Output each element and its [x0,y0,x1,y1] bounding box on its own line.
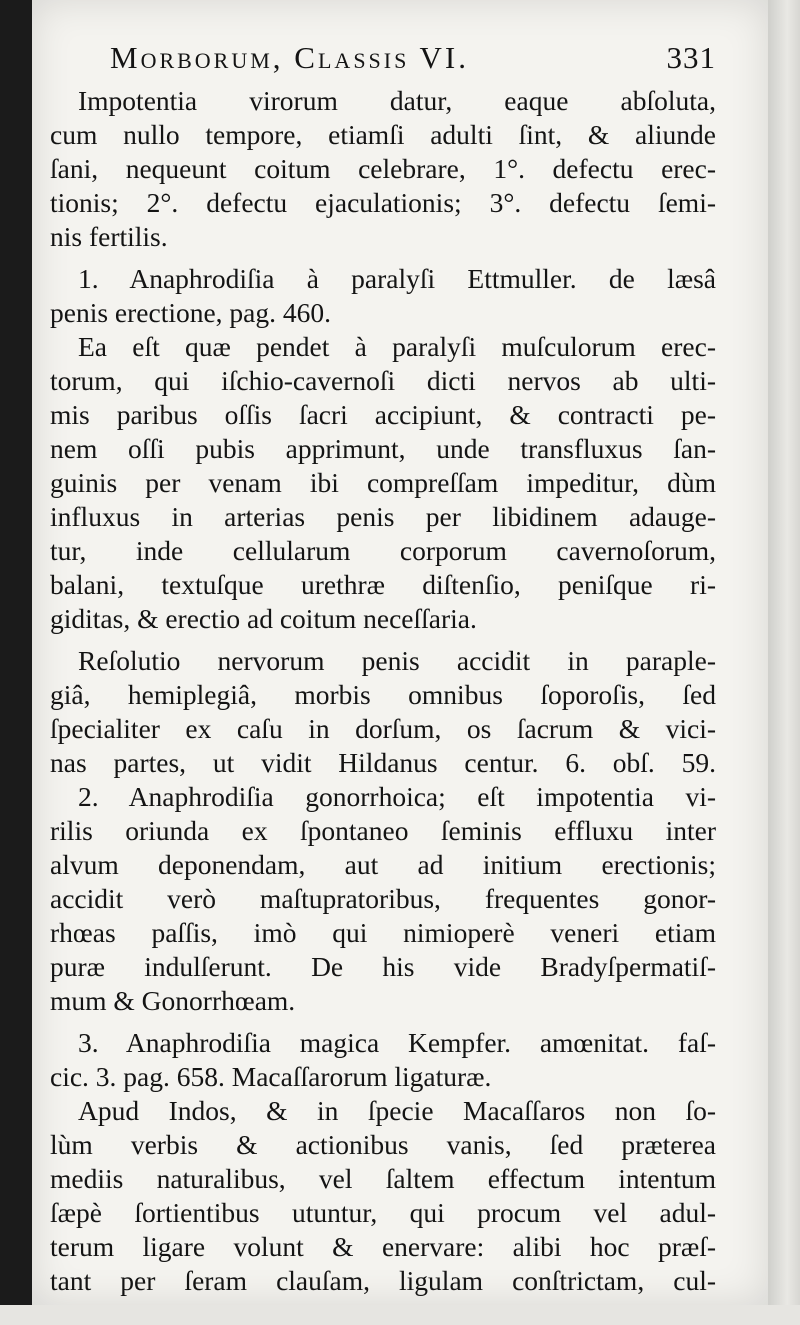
text-line: balani, textuſque urethræ diſtenſio, peniſque ri- [50,569,716,600]
text-line: giâ, hemiplegiâ, morbis omnibus ſoporoſis, ſed [50,679,716,710]
text-line: Ea eſt quæ pendet à paralyſi muſculorum erec- [78,331,716,362]
page-text [50,40,716,1298]
text-line: giditas, & erectio ad coitum neceſſaria. [50,603,477,634]
text-line: ſani, nequeunt coitum celebrare, 1°. defectu erec- [50,153,716,184]
text-line: puræ indulſerunt. De his vide Bradyſpermatiſ- [50,951,716,982]
text-line: influxus in arterias penis per libidinem adauge- [50,501,716,532]
text-line: nis fertilis. [50,221,168,252]
text-line: 2. Anaphrodiſia gonorrhoica; eſt impotentia vi- [78,781,716,812]
text-line: tant per ſeram clauſam, ligulam conſtrictam, cul- [50,1265,716,1296]
text-line: guinis per venam ibi compreſſam impeditur, dùm [50,467,716,498]
page-number: 331 [666,40,716,75]
text-line: ſæpè ſortientibus utuntur, qui procum vel adul- [50,1197,716,1228]
text-line: penis erectione, pag. 460. [50,297,332,328]
text-line: mum & Gonorrhœam. [50,985,296,1016]
text-line: rilis oriunda ex ſpontaneo ſeminis effluxu inter [50,815,716,846]
text-line: Reſolutio nervorum penis accidit in paraple- [78,645,716,676]
text-line: nas partes, ut vidit Hildanus centur. 6. obſ. 59. [50,747,716,778]
paragraph-gap [50,254,716,262]
text-line: terum ligare volunt & enervare: alibi hoc præſ- [50,1231,716,1262]
running-title: Morborum, Classis VI. [110,40,469,75]
text-line: 3. Anaphrodiſia magica Kempfer. amœnitat. faſ- [78,1027,716,1058]
text-line: nem oſſi pubis apprimunt, unde transfluxus ſan- [50,433,716,464]
body-text [50,84,716,1298]
text-line: torum, qui iſchio-cavernoſi dicti nervos ab ulti- [50,365,716,396]
text-line: cum nullo tempore, etiamſi adulti ſint, & aliunde [50,119,716,150]
text-line: rhœas paſſis, imò qui nimioperè veneri etiam [50,917,716,948]
text-line: cic. 3. pag. 658. Macaſſarorum ligaturæ. [50,1061,492,1092]
text-line: ſpecialiter ex caſu in dorſum, os ſacrum & vici- [50,713,716,744]
text-line: 1. Anaphrodiſia à paralyſi Ettmuller. de læsâ [78,263,716,294]
paragraph-gap [50,1018,716,1026]
page-edge-right [768,0,800,1325]
text-line: mediis naturalibus, vel ſaltem effectum intentum [50,1163,716,1194]
text-line: mis paribus oſſis ſacri accipiunt, & contracti pe- [50,399,716,430]
page-edge-bottom [0,1305,800,1325]
text-line: accidit verò maſtupratoribus, frequentes gonor- [50,883,716,914]
text-line: Impotentia virorum datur, eaque abſoluta, [78,85,716,116]
text-line: Apud Indos, & in ſpecie Macaſſaros non ſo- [78,1095,716,1126]
paragraph-gap [50,636,716,644]
text-line: alvum deponendam, aut ad initium erectionis; [50,849,716,880]
text-line: tur, inde cellularum corporum cavernoſorum, [50,535,716,566]
text-line: lùm verbis & actionibus vanis, ſed præterea [50,1129,716,1160]
running-header [50,40,716,84]
text-line: tionis; 2°. defectu ejaculationis; 3°. defectu ſemi- [50,187,716,218]
